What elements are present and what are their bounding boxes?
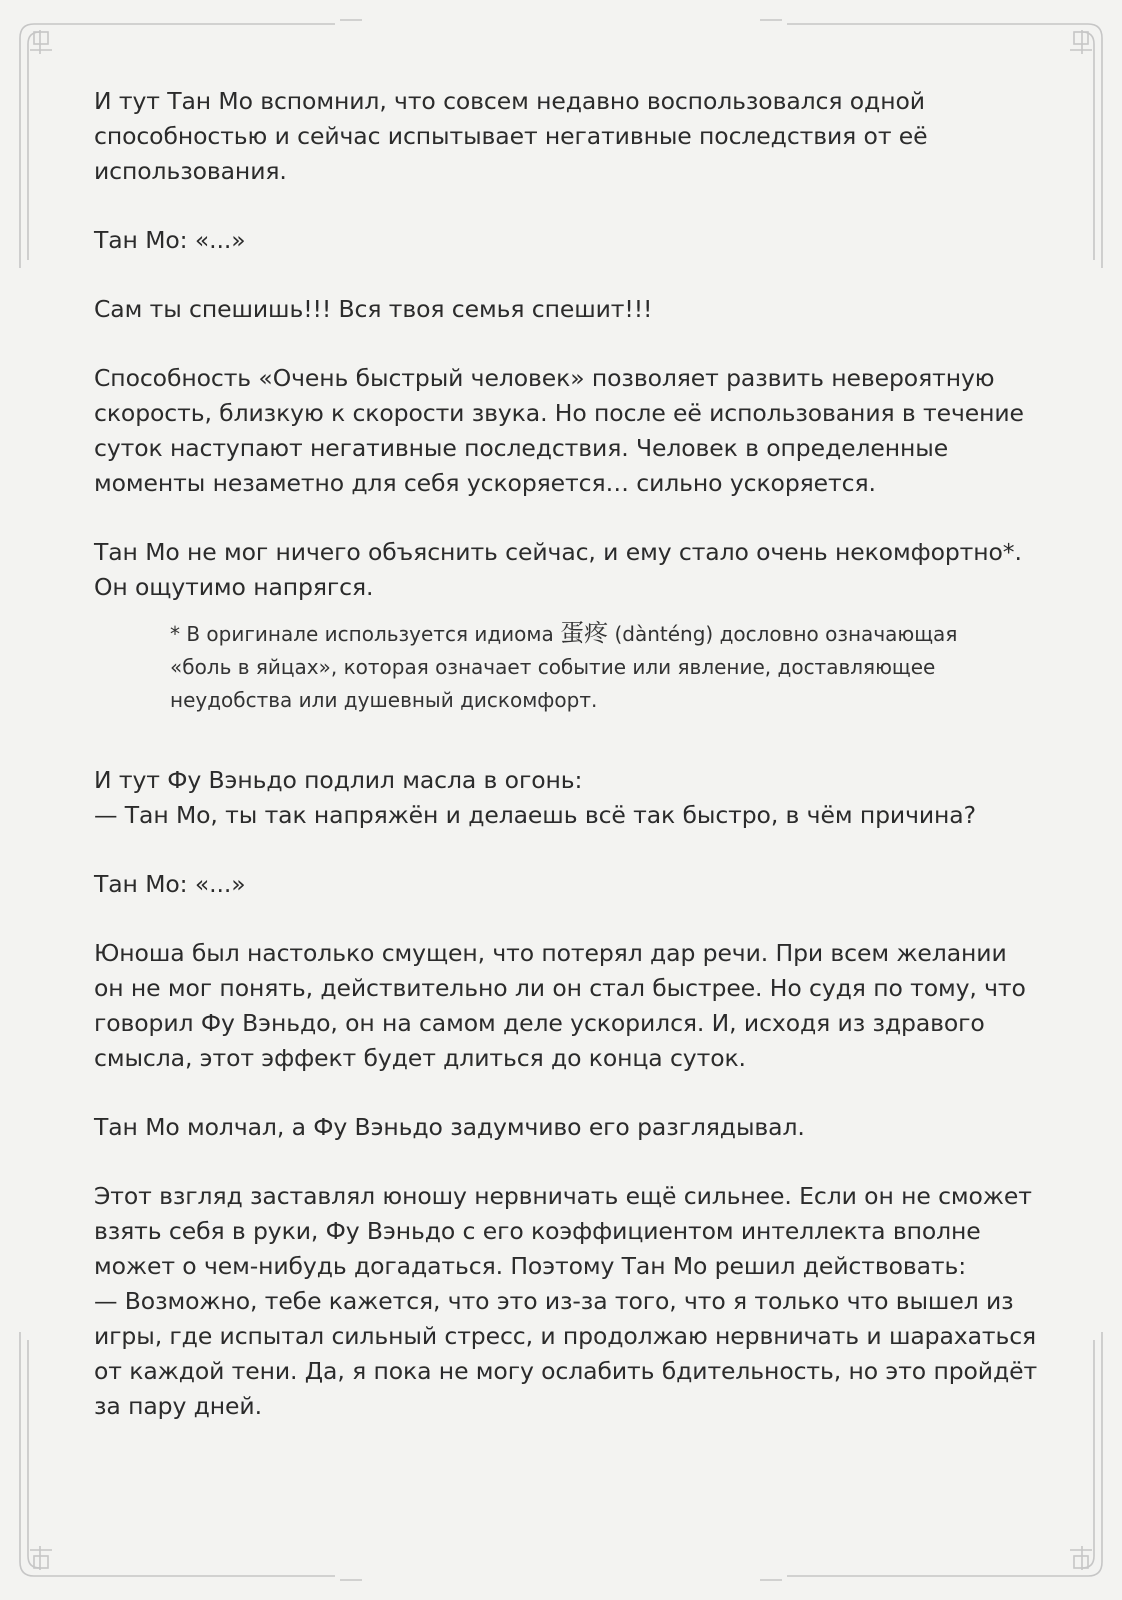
document-body (94, 84, 1038, 1458)
text-line: способностью и сейчас испытывает негативные последствия от её (94, 122, 928, 150)
text-line: смысла, этот эффект будет длиться до конца суток. (94, 1044, 746, 1072)
text-line: Способность «Очень быстрый человек» позволяет развить невероятную (94, 364, 995, 392)
paragraph-2 (94, 223, 1034, 258)
text-line: за пару дней. (94, 1392, 262, 1420)
footnote-line: неудобства или душевный дискомфорт. (170, 688, 598, 712)
paragraph-3 (94, 292, 1034, 327)
footnote-prefix: * В оригинале используется идиома (170, 622, 561, 646)
paragraph-6 (94, 763, 1034, 833)
text-line: скорость, близкую к скорости звука. Но после её использования в течение (94, 399, 1024, 427)
text-line: может о чем-нибудь догадаться. Поэтому Тан Мо решил действовать: (94, 1252, 967, 1280)
paragraph-8 (94, 936, 1034, 1076)
text-line: он не мог понять, действительно ли он стал быстрее. Но судя по тому, что (94, 974, 1026, 1002)
text-line: И тут Тан Мо вспомнил, что совсем недавно воспользовался одной (94, 87, 925, 115)
footnote-hanzi: 蛋疼 (560, 619, 609, 647)
text-line: Тан Мо молчал, а Фу Вэньдо задумчиво его разглядывал. (94, 1113, 805, 1141)
text-line: Он ощутимо напрягся. (94, 573, 374, 601)
text-line: Юноша был настолько смущен, что потерял дар речи. При всем желании (94, 939, 1007, 967)
text-line: моменты незаметно для себя ускоряется… сильно ускоряется. (94, 469, 876, 497)
paragraph-7 (94, 867, 1034, 902)
footnote (170, 617, 1034, 717)
text-line: И тут Фу Вэньдо подлил масла в огонь: (94, 766, 583, 794)
text-line: Тан Мо: «...» (94, 226, 246, 254)
paragraph-4 (94, 361, 1034, 501)
text-line: — Возможно, тебе кажется, что это из-за того, что я только что вышел из (94, 1287, 1014, 1315)
footnote-line: «боль в яйцах», которая означает событие или явление, доставляющее (170, 655, 936, 679)
text-line: использования. (94, 157, 287, 185)
footnote-line (170, 617, 1034, 651)
text-line: суток наступают негативные последствия. Человек в определенные (94, 434, 949, 462)
text-line: Этот взгляд заставлял юношу нервничать ещё сильнее. Если он не сможет (94, 1182, 1032, 1210)
text-line: от каждой тени. Да, я пока не могу ослабить бдительность, но это пройдёт (94, 1357, 1038, 1385)
footnote-suffix: (dànténg) дословно означающая (608, 622, 958, 646)
paragraph-1 (94, 84, 1034, 189)
text-line: взять себя в руки, Фу Вэньдо с его коэффициентом интеллекта вполне (94, 1217, 981, 1245)
text-line: — Тан Мо, ты так напряжён и делаешь всё так быстро, в чём причина? (94, 801, 976, 829)
paragraph-5 (94, 535, 1034, 605)
text-line: игры, где испытал сильный стресс, и продолжаю нервничать и шарахаться (94, 1322, 1037, 1350)
text-line: говорил Фу Вэньдо, он на самом деле ускорился. И, исходя из здравого (94, 1009, 985, 1037)
text-line: Тан Мо: «...» (94, 870, 246, 898)
text-line: Тан Мо не мог ничего объяснить сейчас, и ему стало очень некомфортно*. (94, 538, 1022, 566)
text-line: Сам ты спешишь!!! Вся твоя семья спешит!!! (94, 295, 653, 323)
paragraph-10 (94, 1179, 1038, 1424)
paragraph-9 (94, 1110, 1034, 1145)
